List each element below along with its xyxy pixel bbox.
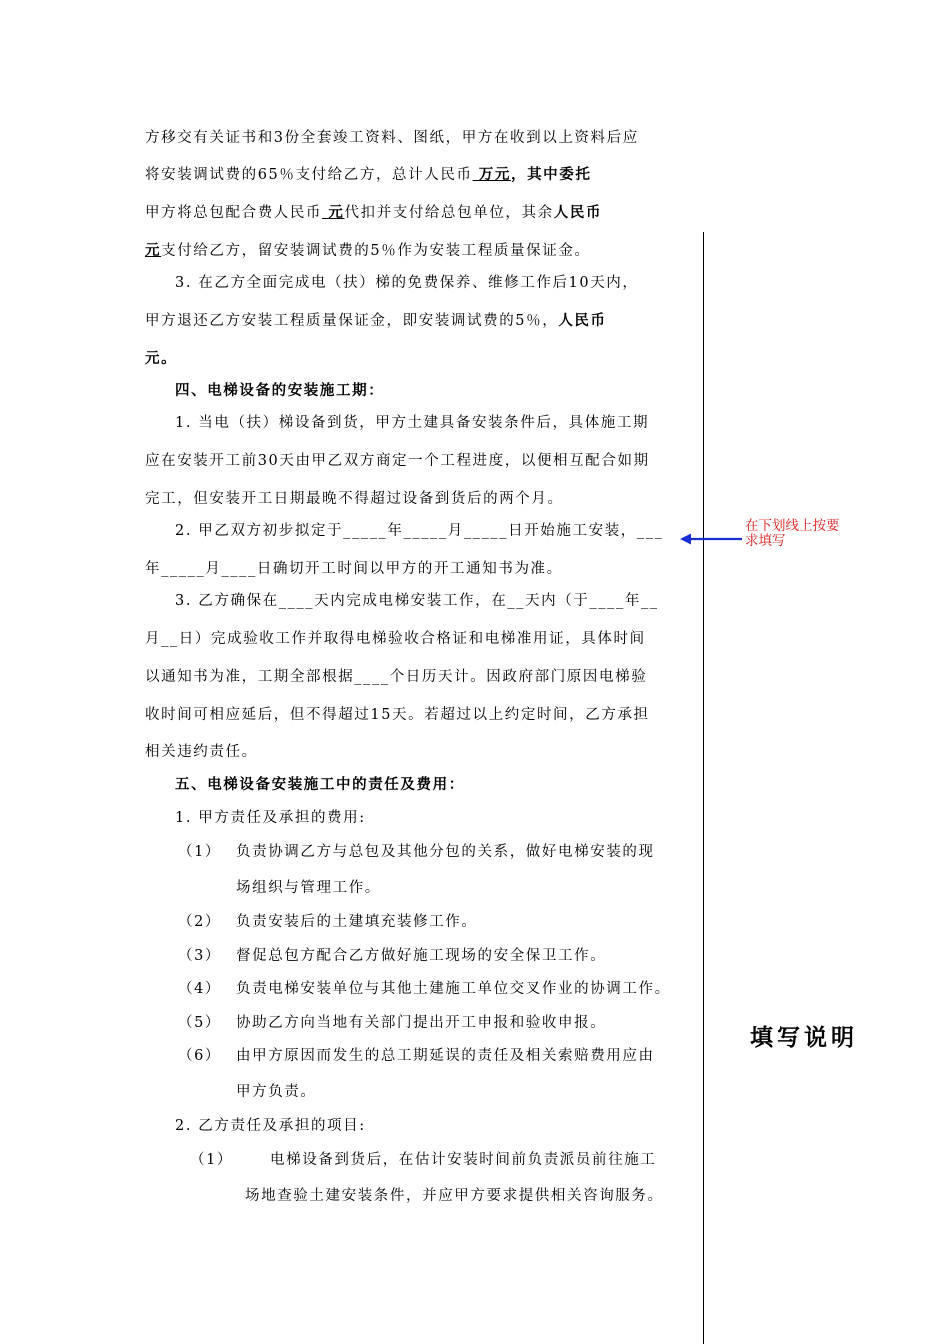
text-line: 2. 乙方责任及承担的项目: bbox=[175, 1118, 366, 1134]
list-item-number: （1） bbox=[190, 1152, 234, 1168]
list-item-text: 督促总包方配合乙方做好施工现场的安全保卫工作。 bbox=[236, 948, 607, 964]
list-item-text: 场组织与管理工作。 bbox=[236, 880, 381, 896]
text-line: 1. 当电（扶）梯设备到货，甲方土建具备安装条件后，具体施工期 bbox=[175, 415, 650, 431]
text-line: 3. 乙方确保在____天内完成电梯安装工作，在__天内（于____年__ bbox=[175, 593, 659, 609]
text-line: 相关违约责任。 bbox=[145, 744, 258, 760]
list-item-text: 电梯设备到货后，在估计安装时间前负责派员前往施工 bbox=[270, 1152, 657, 1168]
margin-note-line: 在下划线上按要 bbox=[745, 518, 840, 534]
list-item-number: （2） bbox=[178, 914, 222, 930]
text-line: 完工，但安装开工日期最晚不得超过设备到货后的两个月。 bbox=[145, 491, 564, 507]
list-item-number: （3） bbox=[178, 948, 222, 964]
section-heading: 五、电梯设备安装施工中的责任及费用： bbox=[175, 777, 465, 793]
list-item-text: 协助乙方向当地有关部门提出开工申报和验收申报。 bbox=[236, 1015, 607, 1031]
list-item-number: （1） bbox=[178, 844, 222, 860]
text-line: 将安装调试费的65％支付给乙方，总计人民币 万元，其中委托 bbox=[145, 167, 592, 183]
text-line: 甲方退还乙方安装工程质量保证金，即安装调试费的5％，人民币 bbox=[145, 313, 607, 329]
margin-divider bbox=[703, 232, 704, 1344]
arrow-left-icon bbox=[680, 532, 742, 546]
text-line: 以通知书为准，工期全部根据____个日历天计。因政府部门原因电梯验 bbox=[145, 669, 648, 685]
section-heading: 四、电梯设备的安装施工期： bbox=[175, 383, 385, 399]
text-line: 1. 甲方责任及承担的费用: bbox=[175, 810, 366, 826]
list-item-text: 甲方负责。 bbox=[236, 1084, 317, 1100]
list-item-number: （6） bbox=[178, 1048, 222, 1064]
list-item-text: 负责电梯安装单位与其他土建施工单位交叉作业的协调工作。 bbox=[236, 981, 671, 997]
list-item-text: 负责安装后的土建填充装修工作。 bbox=[236, 914, 478, 930]
margin-note bbox=[745, 519, 875, 549]
text-line: 收时间可相应延后，但不得超过15天。若超过以上约定时间，乙方承担 bbox=[145, 707, 650, 723]
list-item-text: 场地查验土建安装条件，并应甲方要求提供相关咨询服务。 bbox=[245, 1188, 664, 1204]
text-line: 2. 甲乙双方初步拟定于_____年_____月_____日开始施工安装，___ bbox=[175, 523, 664, 539]
text-line: 月__日）完成验收工作并取得电梯验收合格证和电梯准用证，具体时间 bbox=[145, 631, 646, 647]
list-item-text: 负责协调乙方与总包及其他分包的关系，做好电梯安装的现 bbox=[236, 844, 655, 860]
list-item-number: （4） bbox=[178, 981, 222, 997]
text-line: 甲方将总包配合费人民币 元代扣并支付给总包单位，其余人民币 bbox=[145, 205, 603, 221]
side-label: 填写说明 bbox=[750, 1025, 858, 1051]
text-line: 3. 在乙方全面完成电（扶）梯的免费保养、维修工作后10天内， bbox=[175, 275, 639, 291]
list-item-number: （5） bbox=[178, 1015, 222, 1031]
text-line: 应在安装开工前30天由甲乙双方商定一个工程进度，以便相互配合如期 bbox=[145, 453, 650, 469]
text-line: 年_____月____日确切开工时间以甲方的开工通知书为准。 bbox=[145, 561, 563, 577]
margin-note-line: 求填写 bbox=[745, 533, 786, 549]
text-line: 元支付给乙方，留安装调试费的5％作为安装工程质量保证金。 bbox=[145, 243, 591, 259]
text-line: 方移交有关证书和3份全套竣工资料、图纸，甲方在收到以上资料后应 bbox=[145, 130, 639, 146]
text-line: 元。 bbox=[145, 351, 178, 367]
list-item-text: 由甲方原因而发生的总工期延误的责任及相关索赔费用应由 bbox=[236, 1048, 655, 1064]
